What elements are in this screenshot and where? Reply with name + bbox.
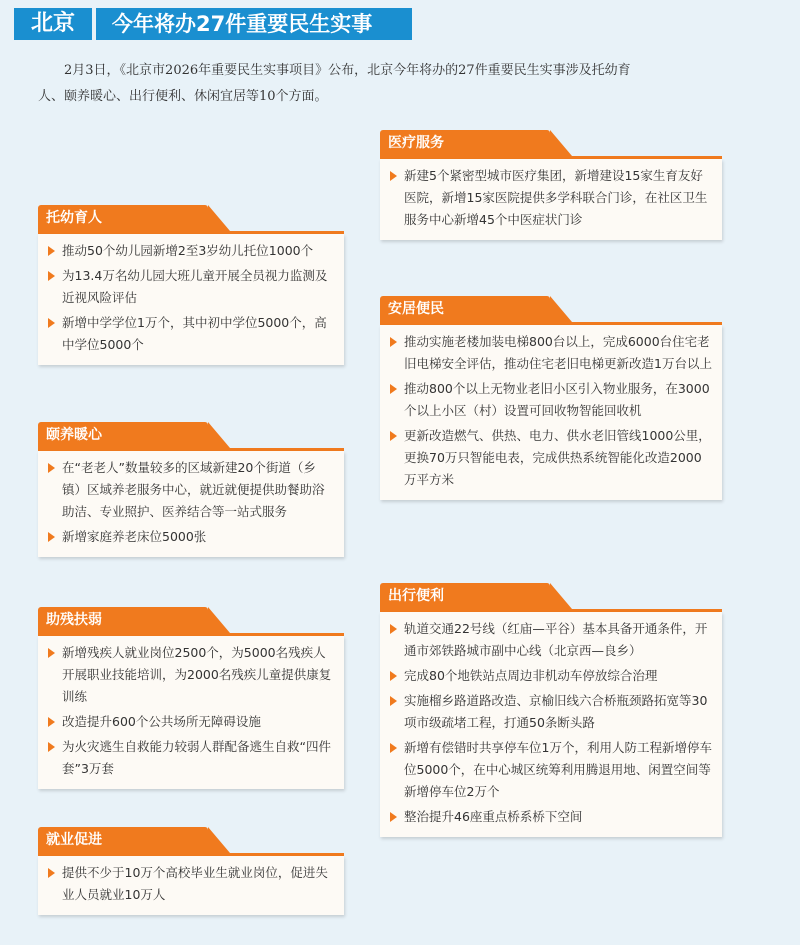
city-badge: 北京 bbox=[14, 8, 92, 40]
intro-paragraph: 2月3日，《北京市2026年重要民生实事项目》公布，北京今年将办的27件重要民生实事涉及托幼育人、颐养暖心、出行便利、休闲宜居等10个方面。 bbox=[38, 63, 631, 104]
card-body bbox=[380, 159, 722, 240]
card-tuoyou bbox=[38, 205, 344, 365]
list-item bbox=[48, 457, 334, 523]
list-item bbox=[48, 711, 334, 733]
card-zhucan bbox=[38, 607, 344, 789]
list-item-text: 整治提升46座重点桥系桥下空间 bbox=[404, 809, 583, 824]
card-jiuye bbox=[38, 827, 344, 915]
card-anju bbox=[380, 296, 722, 500]
list-item bbox=[48, 526, 334, 548]
list-item bbox=[48, 240, 334, 262]
list-item-text: 提供不少于10万个高校毕业生就业岗位，促进失业人员就业10万人 bbox=[62, 865, 328, 902]
bullet-arrow-icon bbox=[390, 743, 397, 753]
bullet-arrow-icon bbox=[390, 671, 397, 681]
card-chuxing bbox=[380, 583, 722, 837]
list-item-text: 新增有偿错时共享停车位1万个，利用人防工程新增停车位5000个，在中心城区统筹利用腾退用地、闲置空间等新增停车位2万个 bbox=[404, 740, 712, 799]
list-item-text: 实施榴乡路道路改造、京榆旧线六合桥瓶颈路拓宽等30项市级疏堵工程，打通50条断头路 bbox=[404, 693, 708, 730]
bullet-arrow-icon bbox=[48, 532, 55, 542]
list-item-text: 推动800个以上无物业老旧小区引入物业服务，在3000个以上小区（村）设置可回收物智能回收机 bbox=[404, 381, 710, 418]
bullet-arrow-icon bbox=[48, 717, 55, 727]
card-body bbox=[38, 856, 344, 915]
list-item bbox=[390, 806, 712, 828]
list-item bbox=[390, 425, 712, 491]
list-item bbox=[390, 331, 712, 375]
page-title: 今年将办27件重要民生实事 bbox=[96, 8, 412, 40]
card-body bbox=[38, 451, 344, 557]
card-title: 颐养暖心 bbox=[38, 422, 208, 448]
list-item bbox=[390, 690, 712, 734]
list-item-text: 改造提升600个公共场所无障碍设施 bbox=[62, 714, 261, 729]
list-item-text: 新增中学学位1万个，其中初中学位5000个，高中学位5000个 bbox=[62, 315, 327, 352]
list-item bbox=[390, 618, 712, 662]
card-title: 托幼育人 bbox=[38, 205, 208, 231]
list-item bbox=[390, 165, 712, 231]
card-body bbox=[380, 612, 722, 837]
bullet-arrow-icon bbox=[48, 246, 55, 256]
bullet-arrow-icon bbox=[48, 868, 55, 878]
list-item bbox=[48, 862, 334, 906]
card-title: 出行便利 bbox=[380, 583, 550, 609]
list-item bbox=[48, 265, 334, 309]
list-item-text: 新增家庭养老床位5000张 bbox=[62, 529, 207, 544]
bullet-arrow-icon bbox=[48, 648, 55, 658]
bullet-arrow-icon bbox=[390, 624, 397, 634]
bullet-arrow-icon bbox=[390, 696, 397, 706]
list-item-text: 更新改造燃气、供热、电力、供水老旧管线1000公里，更换70万只智能电表，完成供热系统智能化改造2000万平方米 bbox=[404, 428, 711, 487]
bullet-arrow-icon bbox=[390, 431, 397, 441]
list-item-text: 为13.4万名幼儿园大班儿童开展全员视力监测及近视风险评估 bbox=[62, 268, 328, 305]
card-title: 安居便民 bbox=[380, 296, 550, 322]
list-item bbox=[48, 736, 334, 780]
card-yiyang bbox=[38, 422, 344, 557]
list-item bbox=[48, 642, 334, 708]
bullet-arrow-icon bbox=[390, 812, 397, 822]
card-title: 医疗服务 bbox=[380, 130, 550, 156]
bullet-arrow-icon bbox=[48, 742, 55, 752]
card-body bbox=[380, 325, 722, 500]
list-item-text: 在“老老人”数量较多的区域新建20个街道（乡镇）区域养老服务中心，就近就便提供助餐助浴助洁、专业照护、医养结合等一站式服务 bbox=[62, 460, 325, 519]
card-title: 就业促进 bbox=[38, 827, 208, 853]
bullet-arrow-icon bbox=[390, 171, 397, 181]
page-header bbox=[14, 8, 414, 40]
card-yiliao bbox=[380, 130, 722, 240]
card-title: 助残扶弱 bbox=[38, 607, 208, 633]
bullet-arrow-icon bbox=[390, 337, 397, 347]
list-item-text: 新增残疾人就业岗位2500个，为5000名残疾人开展职业技能培训，为2000名残疾儿童提供康复训练 bbox=[62, 645, 332, 704]
list-item-text: 推动50个幼儿园新增2至3岁幼儿托位1000个 bbox=[62, 243, 314, 258]
list-item bbox=[390, 665, 712, 687]
bullet-arrow-icon bbox=[48, 463, 55, 473]
card-body bbox=[38, 636, 344, 789]
bullet-arrow-icon bbox=[48, 271, 55, 281]
bullet-arrow-icon bbox=[48, 318, 55, 328]
list-item-text: 完成80个地铁站点周边非机动车停放综合治理 bbox=[404, 668, 658, 683]
bullet-arrow-icon bbox=[390, 384, 397, 394]
list-item-text: 推动实施老楼加装电梯800台以上，完成6000台住宅老旧电梯安全评估，推动住宅老旧电梯更新改造1万台以上 bbox=[404, 334, 712, 371]
list-item bbox=[390, 378, 712, 422]
list-item-text: 轨道交通22号线（红庙—平谷）基本具备开通条件，开通市郊铁路城市副中心线（北京西—良乡） bbox=[404, 621, 708, 658]
card-body bbox=[38, 234, 344, 365]
list-item-text: 为火灾逃生自救能力较弱人群配备逃生自救“四件套”3万套 bbox=[62, 739, 331, 776]
list-item bbox=[390, 737, 712, 803]
list-item bbox=[48, 312, 334, 356]
list-item-text: 新建5个紧密型城市医疗集团，新增建设15家生育友好医院，新增15家医院提供多学科联合门诊，在社区卫生服务中心新增45个中医症状门诊 bbox=[404, 168, 708, 227]
